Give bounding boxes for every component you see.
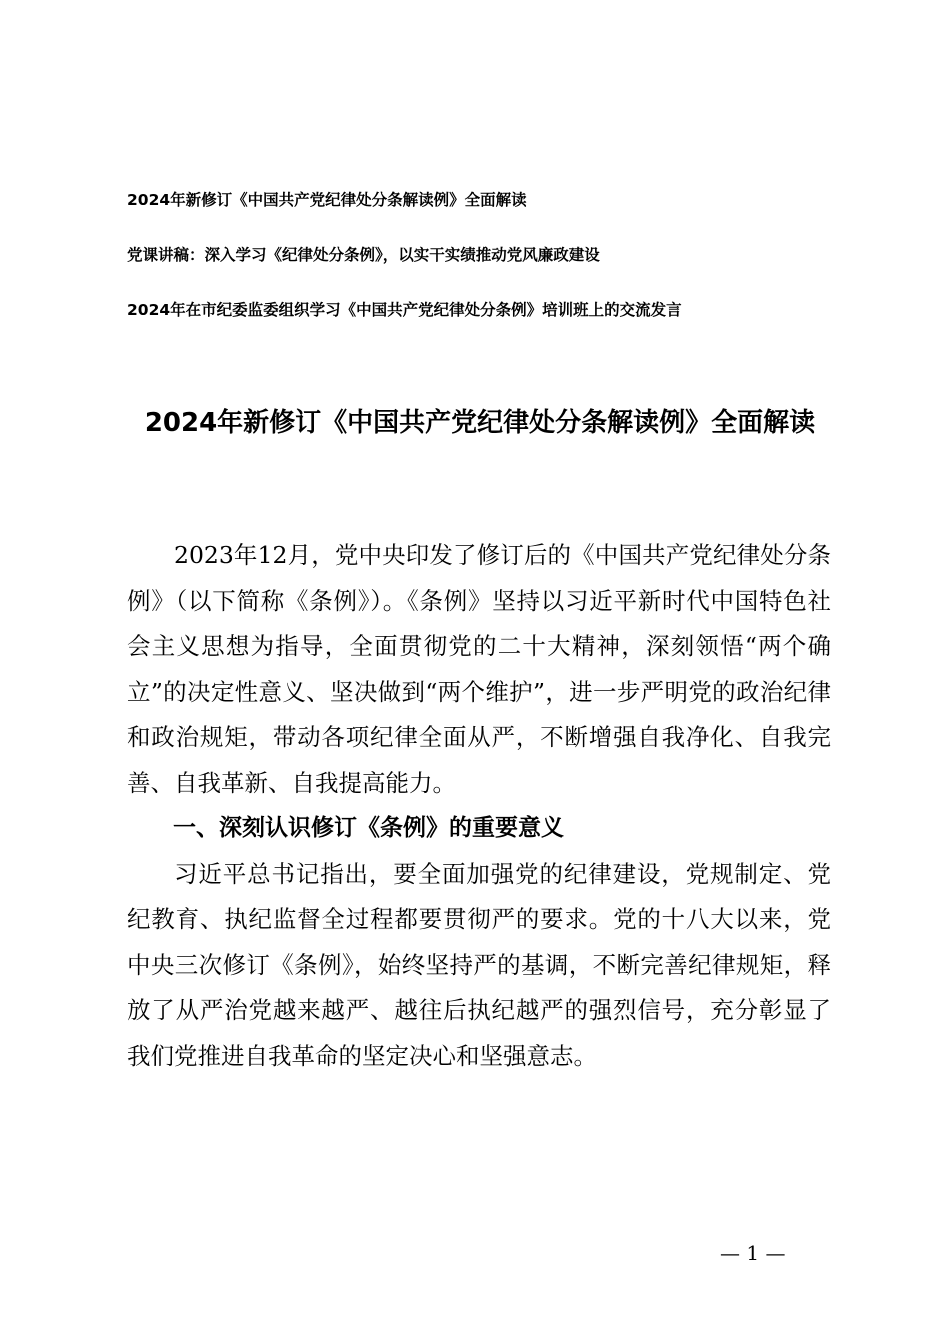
document-title: 2024年新修订《中国共产党纪律处分条解读例》全面解读 — [144, 408, 816, 439]
table-of-contents — [127, 186, 847, 351]
section-paragraph: 习近平总书记指出，要全面加强党的纪律建设，党规制定、党纪教育、执纪监督全过程都要贯彻严的要求。党的十八大以来，党中央三次修订《条例》，始终坚持严的基调，不断完善纪律规矩，释放了从严治党越来越严、越往后执纪越严的强烈信号，充分彰显了我们党推进自我革命的坚定决心和坚强意志。 — [127, 859, 831, 1070]
toc-item: 党课讲稿：深入学习《纪律处分条例》，以实干实绩推动党风廉政建设 — [127, 246, 600, 264]
toc-item: 2024年新修订《中国共产党纪律处分条解读例》全面解读 — [127, 191, 527, 209]
intro-paragraph: 2023年12月，党中央印发了修订后的《中国共产党纪律处分条例》（以下简称《条例》）。《条例》坚持以习近平新时代中国特色社会主义思想为指导，全面贯彻党的二十大精神，深刻领悟“两个确立”的决定性意义、坚决做到“两个维护”，进一步严明党的政治纪律和政治规矩，带动各项纪律全面从严，不断增强自我净化、自我完善、自我革新、自我提高能力。 — [127, 541, 831, 797]
page-number: — 1 — — [720, 1241, 786, 1265]
section-heading: 一、深刻认识修订《条例》的重要意义 — [173, 815, 564, 841]
toc-item: 2024年在市纪委监委组织学习《中国共产党纪律处分条例》培训班上的交流发言 — [127, 301, 682, 319]
document-body — [127, 533, 831, 1079]
